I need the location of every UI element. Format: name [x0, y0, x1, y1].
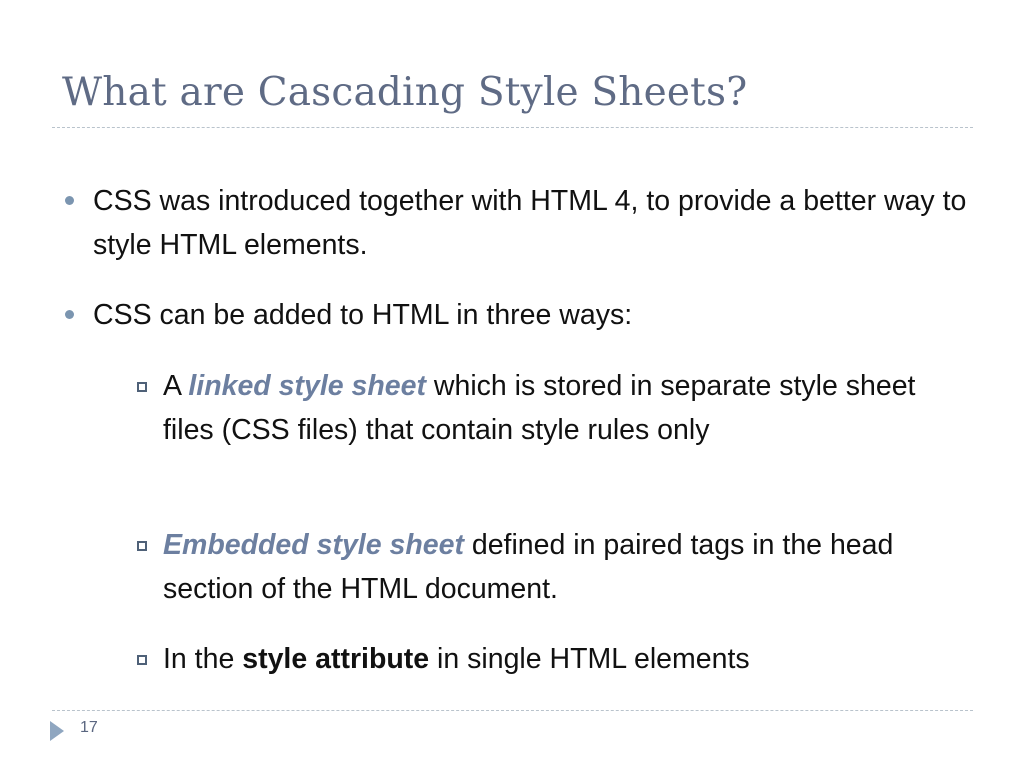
sub-bullet-embedded-style-sheet: [163, 523, 953, 611]
sub-bullet-style-attribute: [163, 637, 953, 681]
checkbox-square-icon: [137, 382, 147, 392]
bullet-text: CSS was introduced together with HTML 4, to provide a better way to style HTML elements.: [93, 185, 967, 261]
checkbox-square-icon: [137, 541, 147, 551]
title-divider: [52, 127, 973, 128]
sub-bullet-emphasis: linked style sheet: [188, 370, 426, 402]
checkbox-square-icon: [137, 655, 147, 665]
bullet-item-1: [93, 179, 973, 267]
footer-divider: [52, 710, 973, 711]
sub-bullet-rest: which is stored in separate style sheet files (CSS files) that contain style rules only: [163, 370, 916, 446]
sub-bullet-emphasis: Embedded style sheet: [163, 529, 464, 561]
round-dot-icon: [65, 310, 74, 319]
sub-bullet-rest: defined in paired tags in the head section of the HTML document.: [163, 529, 894, 605]
sub-bullet-strong: style attribute: [242, 643, 430, 675]
sub-bullet-rest: in single HTML elements: [429, 643, 750, 675]
bullet-item-2: [93, 293, 973, 337]
slide-title: What are Cascading Style Sheets?: [62, 70, 748, 115]
page-number: 17: [80, 719, 98, 736]
sub-bullet-prefix: In the: [163, 643, 243, 675]
sub-bullet-prefix: A: [163, 370, 189, 402]
triangle-arrow-icon: [50, 721, 64, 741]
sub-bullet-linked-style-sheet: [163, 364, 953, 452]
round-dot-icon: [65, 196, 74, 205]
bullet-text: CSS can be added to HTML in three ways:: [93, 299, 633, 331]
